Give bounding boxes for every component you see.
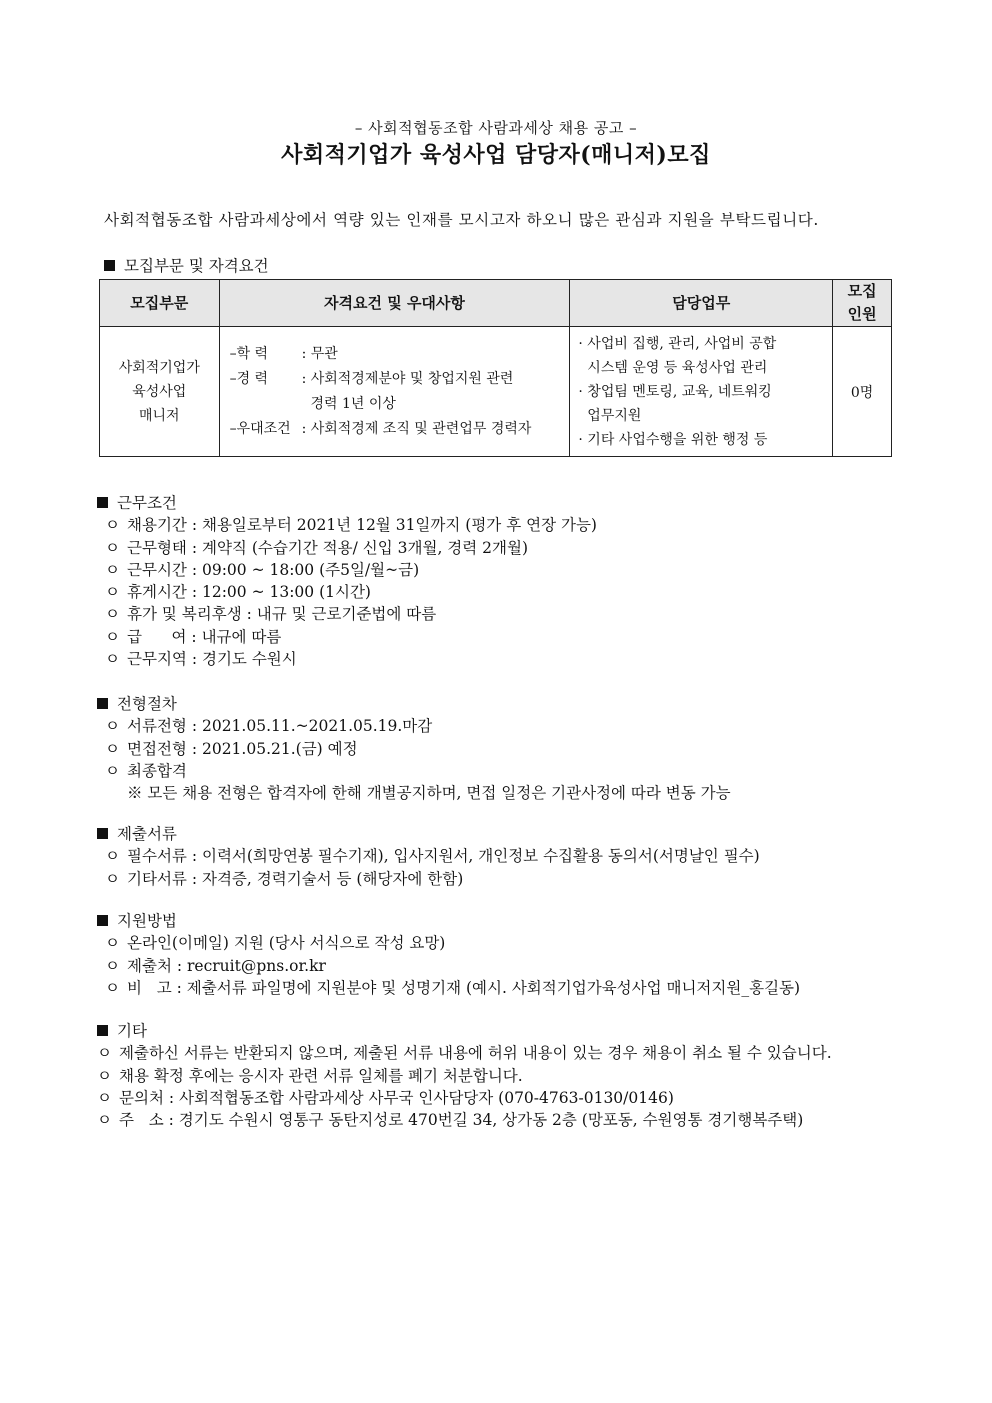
header-dept: 모집부문: [100, 280, 220, 327]
circle-bullet-icon: ㅇ: [97, 1044, 112, 1063]
section-work-conditions: [97, 492, 597, 670]
circle-bullet-icon: ㅇ: [105, 605, 120, 624]
circle-bullet-icon: ㅇ: [105, 538, 120, 557]
table-header-row: [100, 280, 892, 327]
list-item: ㅇ 휴게시간 : 12:00 ~ 13:00 (1시간): [97, 581, 597, 603]
qual-line: 경력 1년 이상: [301, 395, 396, 412]
circle-bullet-icon: ㅇ: [105, 847, 120, 866]
section-selection-process: [97, 693, 731, 804]
header-qual: 자격요건 및 우대사항: [219, 280, 570, 327]
circle-bullet-icon: ㅇ: [97, 1111, 112, 1130]
list-item: ㅇ 휴가 및 복리후생 : 내규 및 근로기준법에 따름: [97, 603, 597, 625]
circle-bullet-icon: ㅇ: [105, 869, 120, 888]
section-heading: 근무조건: [97, 492, 597, 514]
header-duty: 담당업무: [570, 280, 833, 327]
circle-bullet-icon: ㅇ: [105, 978, 120, 997]
square-bullet-icon: [97, 497, 108, 508]
list-item: ㅇ 면접전형 : 2021.05.21.(금) 예정: [97, 738, 731, 760]
circle-bullet-icon: ㅇ: [97, 1088, 112, 1107]
dept-line: 육성사업: [132, 383, 187, 400]
duty-line: 업무지원: [578, 407, 642, 424]
qual-line: –학 력 : 무관: [229, 345, 338, 362]
list-item: ㅇ 제출하신 서류는 반환되지 않으며, 제출된 서류 내용에 허위 내용이 있는 경우 채용이 취소 될 수 있습니다.: [97, 1042, 832, 1064]
circle-bullet-icon: ㅇ: [105, 717, 120, 736]
duty-line: · 창업팀 멘토링, 교육, 네트워킹: [578, 383, 772, 400]
cell-count: 0명: [833, 327, 892, 457]
section-documents: [97, 823, 760, 890]
selection-note: ※ 모든 채용 전형은 합격자에 한해 개별공지하며, 면접 일정은 기관사정에 따라 변동 가능: [127, 784, 731, 803]
list-item: ㅇ 근무시간 : 09:00 ~ 18:00 (주5일/월~금): [97, 559, 597, 581]
circle-bullet-icon: ㅇ: [97, 1066, 112, 1085]
list-item: ㅇ 근무지역 : 경기도 수원시: [97, 648, 597, 670]
list-item: ㅇ 문의처 : 사회적협동조합 사람과세상 사무국 인사담당자 (070-4763-0130/0146): [97, 1087, 832, 1109]
qual-line: –경 력 : 사회적경제분야 및 창업지원 관련: [229, 370, 514, 387]
header-count: 모집 인원: [833, 280, 892, 327]
list-item: ㅇ 서류전형 : 2021.05.11.~2021.05.19.마감: [97, 715, 731, 737]
dept-line: 매니저: [138, 407, 180, 424]
qual-line: –우대조건 : 사회적경제 조직 및 관련업무 경력자: [229, 420, 532, 437]
list-item: ㅇ 제출처 : recruit@pns.or.kr: [97, 955, 800, 977]
section-heading: 제출서류: [97, 823, 760, 845]
section-heading: 기타: [97, 1020, 832, 1042]
list-item: ㅇ 비 고 : 제출서류 파일명에 지원분야 및 성명기재 (예시. 사회적기업가육성사업 매니저지원_홍길동): [97, 977, 800, 999]
list-item: ㅇ 기타서류 : 자격증, 경력기술서 등 (해당자에 한함): [97, 868, 760, 890]
section-how-to-apply: [97, 910, 800, 999]
square-bullet-icon: [97, 828, 108, 839]
cell-duty: [570, 327, 833, 457]
circle-bullet-icon: ㅇ: [105, 650, 120, 669]
section-etc: [97, 1020, 832, 1131]
intro-text: 사회적협동조합 사람과세상에서 역량 있는 인재를 모시고자 하오니 많은 관심과 지원을 부탁드립니다.: [104, 211, 819, 229]
circle-bullet-icon: ㅇ: [105, 956, 120, 975]
circle-bullet-icon: ㅇ: [105, 583, 120, 602]
notice-subtitle: – 사회적협동조합 사람과세상 채용 공고 –: [354, 119, 638, 137]
square-bullet-icon: [97, 1025, 108, 1036]
section-heading: 전형절차: [97, 693, 731, 715]
section-heading: 지원방법: [97, 910, 800, 932]
circle-bullet-icon: ㅇ: [105, 761, 120, 780]
duty-line: 시스템 운영 등 육성사업 관리: [578, 359, 768, 376]
list-item: ㅇ 필수서류 : 이력서(희망연봉 필수기재), 입사지원서, 개인정보 수집활용 동의서(서명날인 필수): [97, 845, 760, 867]
list-item: ㅇ 주 소 : 경기도 수원시 영통구 동탄지성로 470번길 34, 상가동 2층 (망포동, 수원영통 경기행복주택): [97, 1109, 832, 1131]
square-bullet-icon: [97, 915, 108, 926]
recruit-table: [99, 279, 892, 457]
list-item: ㅇ 채용 확정 후에는 응시자 관련 서류 일체를 폐기 처분합니다.: [97, 1065, 832, 1087]
circle-bullet-icon: ㅇ: [105, 516, 120, 535]
page-title: 사회적기업가 육성사업 담당자(매니저)모집: [281, 142, 711, 168]
section-heading-recruit: [104, 254, 269, 276]
circle-bullet-icon: ㅇ: [105, 739, 120, 758]
square-bullet-icon: [97, 698, 108, 709]
circle-bullet-icon: ㅇ: [105, 627, 120, 646]
circle-bullet-icon: ㅇ: [105, 934, 120, 953]
circle-bullet-icon: ㅇ: [105, 560, 120, 579]
list-item: ㅇ 근무형태 : 계약직 (수습기간 적용/ 신입 3개월, 경력 2개월): [97, 537, 597, 559]
square-bullet-icon: [104, 260, 115, 271]
duty-line: · 사업비 집행, 관리, 사업비 공합: [578, 335, 777, 352]
table-row: [100, 327, 892, 457]
cell-qualification: [219, 327, 570, 457]
list-item: ㅇ 급 여 : 내규에 따름: [97, 626, 597, 648]
list-item: ㅇ 채용기간 : 채용일로부터 2021년 12월 31일까지 (평가 후 연장 가능): [97, 514, 597, 536]
dept-line: 사회적기업가: [118, 359, 200, 376]
duty-line: · 기타 사업수행을 위한 행정 등: [578, 431, 768, 448]
list-item: ㅇ 최종합격: [97, 760, 731, 782]
cell-dept: [100, 327, 220, 457]
section-heading-label: 모집부문 및 자격요건: [124, 257, 269, 275]
list-item: ㅇ 온라인(이메일) 지원 (당사 서식으로 작성 요망): [97, 932, 800, 954]
